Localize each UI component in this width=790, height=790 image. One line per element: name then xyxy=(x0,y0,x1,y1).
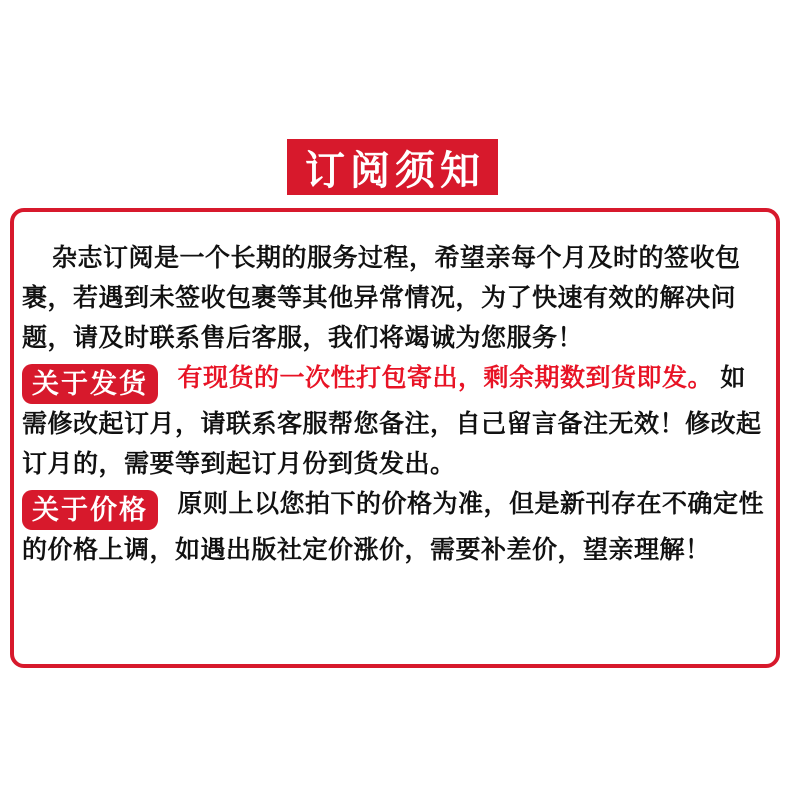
shipping-body-text: 如需修改起订月，请联系客服帮您备注，自己留言备注无效！修改起订月的，需要等到起订月份到货发出。 xyxy=(22,364,762,478)
price-badge: 关于价格 xyxy=(22,490,158,530)
page-title-badge xyxy=(287,139,498,195)
shipping-section xyxy=(22,358,768,484)
price-body-text: 原则上以您拍下的价格为准，但是新刊存在不确定性的价格上调，如遇出版社定价涨价，需要补差价，望亲理解！ xyxy=(22,490,764,564)
shipping-highlight-text: 有现货的一次性打包寄出，剩余期数到货即发。 xyxy=(177,364,713,392)
price-section xyxy=(22,484,768,570)
notice-box xyxy=(10,208,780,668)
intro-paragraph xyxy=(22,238,768,358)
shipping-badge: 关于发货 xyxy=(22,364,158,404)
page-title: 订阅须知 xyxy=(305,148,485,193)
intro-text: 杂志订阅是一个长期的服务过程，希望亲每个月及时的签收包裹，若遇到未签收包裹等其他异常情况，为了快速有效的解决问题，请及时联系售后客服，我们将竭诚为您服务！ xyxy=(22,244,741,352)
